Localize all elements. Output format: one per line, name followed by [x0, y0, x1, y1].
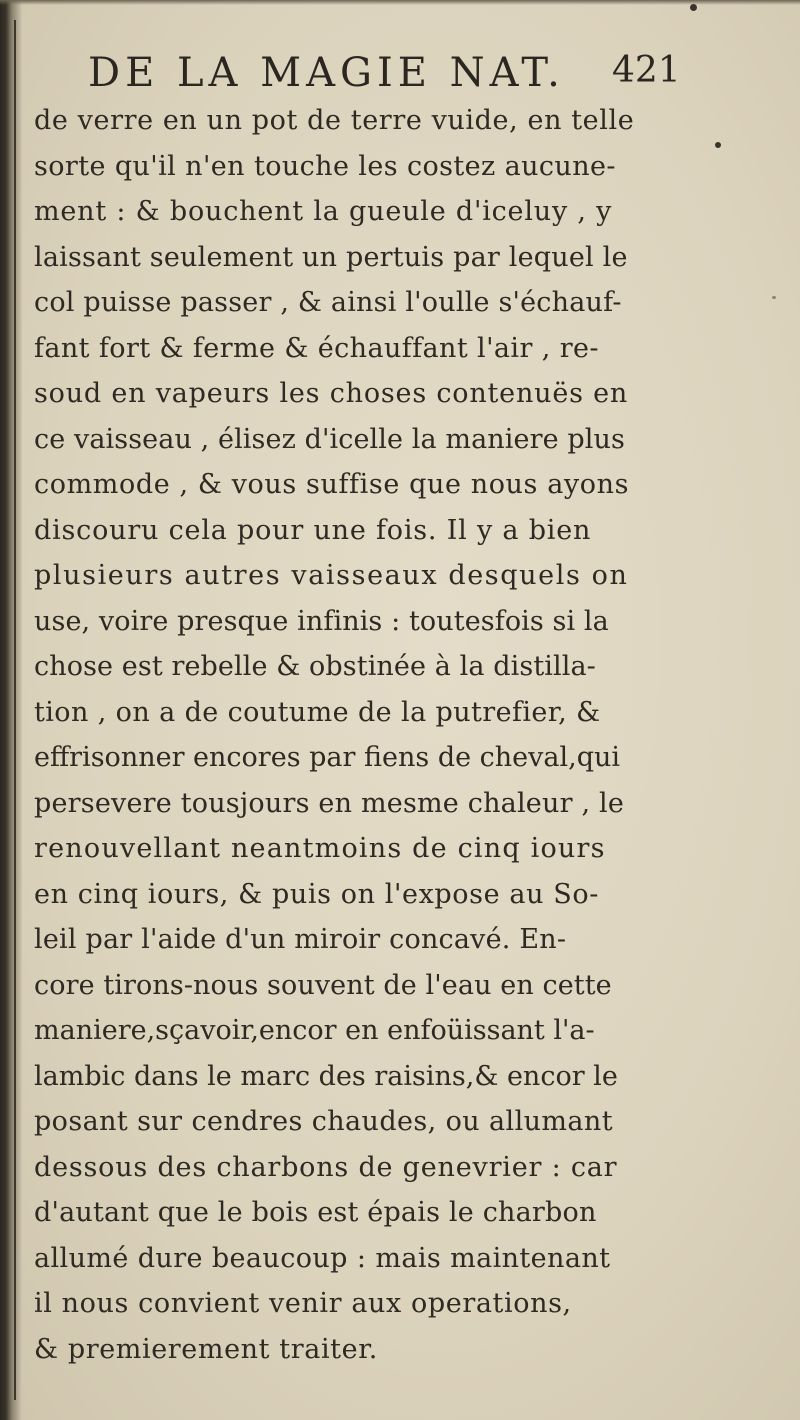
text-line: col puisse passer , & ainsi l'oulle s'échauf- [34, 287, 622, 318]
text-line: d'autant que le bois est épais le charbon [34, 1197, 597, 1228]
text-line: lambic dans le marc des raisins,& encor le [34, 1060, 618, 1092]
text-line: ce vaisseau , élisez d'icelle la maniere plus [34, 423, 625, 455]
text-line: soud en vapeurs les choses contenuës en [34, 378, 629, 409]
text-line: posant sur cendres chaudes, ou allumant [34, 1106, 613, 1137]
text-line: effrisonner encores par fiens de cheval,qui [34, 742, 621, 773]
text-line: il nous convient venir aux operations, [34, 1288, 572, 1319]
text-line: tion , on a de coutume de la putrefier, & [34, 696, 601, 728]
text-line: core tirons-nous souvent de l'eau en cette [34, 969, 612, 1001]
text-line: plusieurs autres vaisseaux desquels on [34, 560, 629, 591]
text-line: commode , & vous suffise que nous ayons [34, 469, 630, 500]
text-line: laissant seulement un pertuis par lequel le [34, 241, 628, 273]
body-text [34, 98, 764, 1372]
page-top-edge [0, 0, 800, 5]
ink-speck [772, 296, 776, 299]
text-line: & premierement traiter. [34, 1333, 378, 1365]
text-line: renouvellant neantmoins de cinq iours [34, 833, 606, 864]
text-line: en cinq iours, & puis on l'expose au So- [34, 878, 599, 910]
book-gutter [0, 0, 22, 1420]
text-line: maniere,sçavoir,encor en enfoüissant l'a- [34, 1015, 595, 1046]
text-line: use, voire presque infinis : toutesfois si la [34, 605, 609, 637]
ink-speck [715, 142, 721, 148]
text-line: allumé dure beaucoup : mais maintenant [34, 1242, 611, 1274]
text-line: dessous des charbons de genevrier : car [34, 1151, 618, 1183]
text-line: fant fort & ferme & échauffant l'air , re- [34, 332, 599, 364]
ink-speck [690, 4, 697, 11]
text-line: discouru cela pour une fois. Il y a bien [34, 514, 592, 546]
text-line: de verre en un pot de terre vuide, en telle [34, 105, 635, 136]
page-header [0, 50, 800, 100]
text-line: ment : & bouchent la gueule d'iceluy , y [34, 196, 613, 227]
text-line: sorte qu'il n'en touche les costez aucune- [34, 150, 616, 182]
running-head: DE LA MAGIE NAT. [88, 50, 565, 96]
binding-edge [14, 20, 16, 1400]
page-number: 421 [612, 50, 681, 91]
text-line: chose est rebelle & obstinée à la distilla- [34, 651, 596, 682]
text-line: leil par l'aide d'un miroir concavé. En- [34, 924, 567, 955]
text-line: persevere tousjours en mesme chaleur , le [34, 787, 625, 819]
